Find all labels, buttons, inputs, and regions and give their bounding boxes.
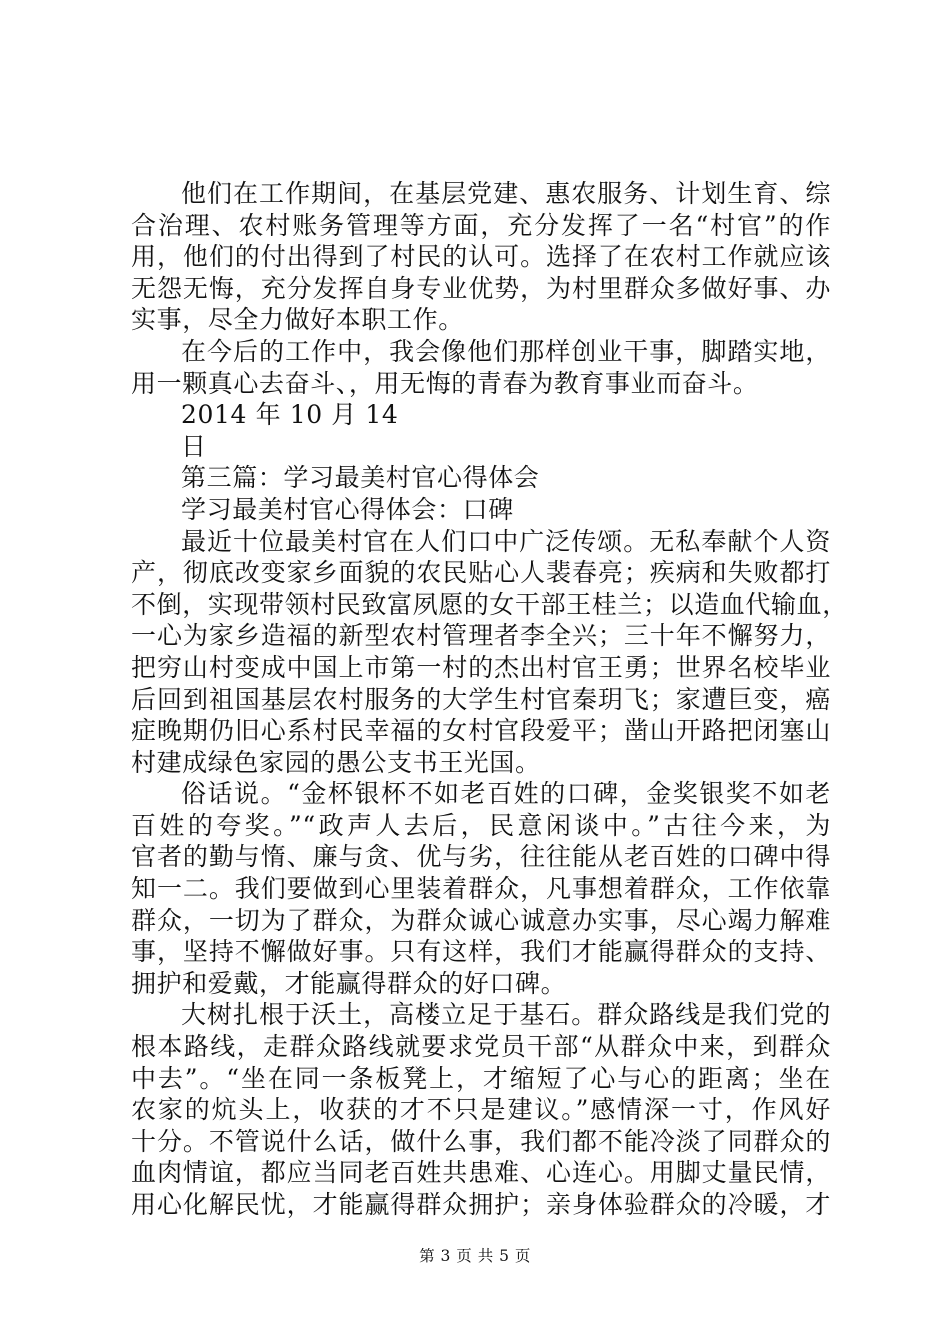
text-line: 用，他们的付出得到了村民的认可。选择了在农村工作就应该	[131, 242, 831, 272]
text-line: 第三篇：学习最美村官心得体会	[181, 463, 540, 493]
text-line: 产，彻底改变家乡面貌的农民贴心人裴春亮；疾病和失败都打	[131, 558, 831, 588]
text-line: 症晚期仍旧心系村民幸福的女村官段爱平；凿山开路把闭塞山	[131, 716, 831, 746]
text-line: 无怨无悔，充分发挥自身专业优势，为村里群众多做好事、办	[131, 273, 831, 303]
text-line: 把穷山村变成中国上市第一村的杰出村官王勇；世界名校毕业	[131, 652, 831, 682]
text-line: 学习最美村官心得体会：口碑	[181, 494, 514, 524]
text-line: 群众，一切为了群众，为群众诚心诚意办实事，尽心竭力解难	[131, 905, 831, 935]
text-line: 日	[181, 431, 207, 461]
text-line: 合治理、农村账务管理等方面，充分发挥了一名“村官”的作	[131, 210, 831, 240]
text-line: 他们在工作期间，在基层党建、惠农服务、计划生育、综	[181, 179, 831, 208]
text-line: 在今后的工作中，我会像他们那样创业干事，脚踏实地，	[181, 336, 831, 366]
text-line: 拥护和爱戴，才能赢得群众的好口碑。	[131, 968, 567, 998]
document-body	[131, 178, 848, 1221]
text-line: 用心化解民忧，才能赢得群众拥护；亲身体验群众的冷暖，才	[131, 1190, 831, 1219]
text-line: 村建成绿色家园的愚公支书王光国。	[131, 747, 541, 777]
text-line: 后回到祖国基层农村服务的大学生村官秦玥飞；家遭巨变，癌	[131, 684, 831, 714]
text-line: 实事，尽全力做好本职工作。	[131, 305, 464, 335]
text-line: 最近十位最美村官在人们口中广泛传颂。无私奉献个人资	[181, 526, 831, 556]
text-line: 根本路线，走群众路线就要求党员干部“从群众中来，到群众	[131, 1032, 831, 1062]
text-line: 农家的炕头上，收获的才不只是建议。”感情深一寸，作风好	[131, 1095, 831, 1125]
text-line: 血肉情谊，都应当同老百姓共患难、心连心。用脚丈量民情，	[131, 1158, 831, 1188]
text-line: 俗话说。“金杯银杯不如老百姓的口碑，金奖银奖不如老	[181, 779, 831, 809]
text-line: 官者的勤与惰、廉与贪、优与劣，往往能从老百姓的口碑中得	[131, 842, 831, 872]
text-line: 十分。不管说什么话，做什么事，我们都不能冷淡了同群众的	[131, 1126, 831, 1156]
text-line: 一心为家乡造福的新型农村管理者李全兴；三十年不懈努力，	[131, 621, 831, 651]
text-line: 百姓的夸奖。”“政声人去后，民意闲谈中。”古往今来，为	[131, 810, 831, 840]
text-line: 大树扎根于沃土，高楼立足于基石。群众路线是我们党的	[181, 1000, 831, 1030]
text-line: 事，坚持不懈做好事。只有这样，我们才能赢得群众的支持、	[131, 937, 831, 967]
text-line: 2014 年 10 月 14	[181, 400, 399, 430]
text-line: 中去”。“坐在同一条板凳上，才缩短了心与心的距离；坐在	[131, 1063, 831, 1093]
text-line: 知一二。我们要做到心里装着群众，凡事想着群众，工作依靠	[131, 874, 831, 904]
page-footer: 第 3 页 共 5 页	[419, 1247, 531, 1265]
text-line: 用一颗真心去奋斗、，用无悔的青春为教育事业而奋斗。	[131, 368, 759, 398]
text-line: 不倒，实现带领村民致富夙愿的女干部王桂兰；以造血代输血，	[131, 589, 848, 619]
